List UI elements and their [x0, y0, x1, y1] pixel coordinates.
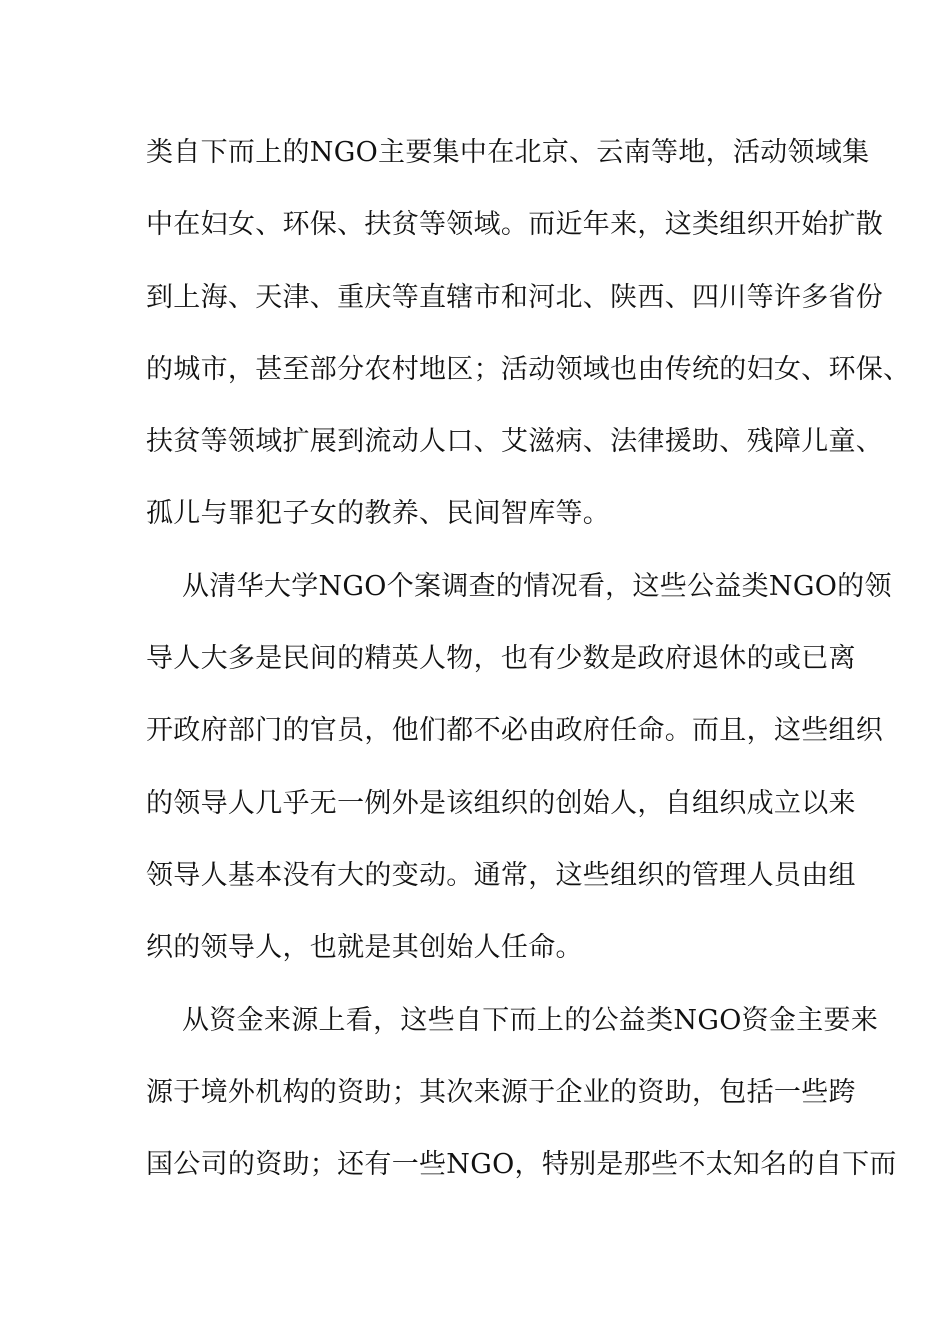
text-line: 的领导人几乎无一例外是该组织的创始人，自组织成立以来 — [146, 787, 856, 819]
text-line: 扶贫等领域扩展到流动人口、艾滋病、法律援助、残障儿童、 — [146, 426, 884, 458]
paragraph-first-line: 从资金来源上看，这些自下而上的公益类NGO资金主要来 — [182, 1004, 879, 1036]
paragraph-first-line: 从清华大学NGO个案调查的情况看，这些公益类NGO的领 — [182, 570, 892, 602]
body-text — [146, 123, 911, 1207]
text-line: 开政府部门的官员，他们都不必由政府任命。而且，这些组织 — [146, 715, 884, 747]
text-line: 织的领导人，也就是其创始人任命。 — [146, 932, 583, 964]
text-line: 导人大多是民间的精英人物，也有少数是政府退休的或已离 — [146, 643, 856, 675]
text-line: 中在妇女、环保、扶贫等领域。而近年来，这类组织开始扩散 — [146, 209, 884, 241]
text-line: 源于境外机构的资助；其次来源于企业的资助，包括一些跨 — [146, 1076, 856, 1108]
text-line: 领导人基本没有大的变动。通常，这些组织的管理人员由组 — [146, 859, 856, 891]
text-line: 的城市，甚至部分农村地区；活动领域也由传统的妇女、环保、 — [146, 353, 911, 385]
text-line: 国公司的资助；还有一些NGO，特别是那些不太知名的自下而 — [146, 1149, 897, 1181]
text-line: 类自下而上的NGO主要集中在北京、云南等地，活动领域集 — [146, 137, 870, 168]
text-line: 到上海、天津、重庆等直辖市和河北、陕西、四川等许多省份 — [146, 281, 884, 313]
text-line: 孤儿与罪犯子女的教养、民间智库等。 — [146, 498, 611, 530]
